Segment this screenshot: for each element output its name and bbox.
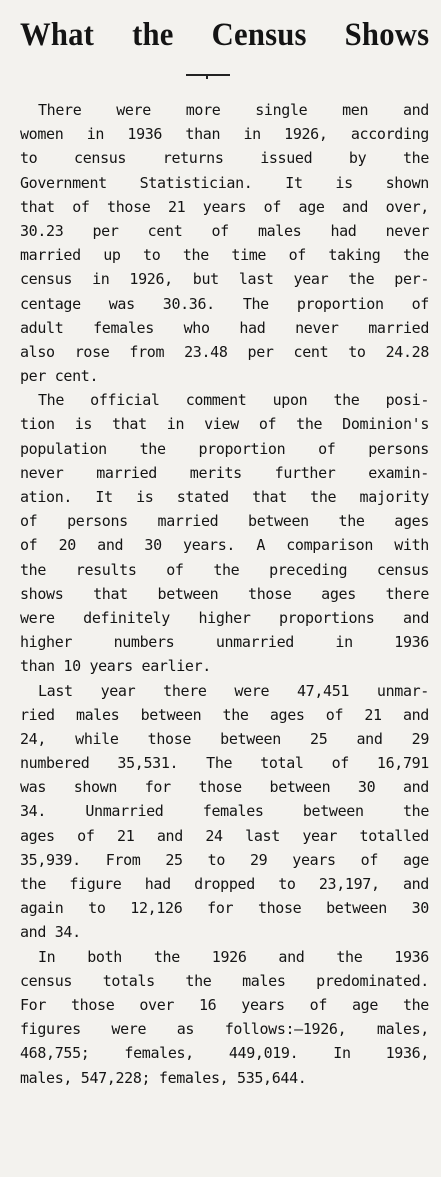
text-line: of persons married between the ages bbox=[20, 512, 429, 531]
text-line: and 34. bbox=[20, 923, 81, 942]
text-line: higher numbers unmarried in 1936 bbox=[20, 633, 429, 652]
text-line: census in 1926, but last year the per- bbox=[20, 270, 429, 289]
text-line: tion is that in view of the Dominion's bbox=[20, 415, 429, 434]
headline-divider-rule bbox=[186, 74, 230, 76]
headline: What the Census Shows bbox=[20, 17, 430, 53]
text-line: 35,939. From 25 to 29 years of age bbox=[20, 850, 429, 869]
text-line: also rose from 23.48 per cent to 24.28 bbox=[20, 342, 429, 361]
text-line: ation. It is stated that the majority bbox=[20, 488, 429, 506]
text-line: 24, while those between 25 and 29 bbox=[20, 729, 429, 748]
text-line: Government Statistician. It is shown bbox=[20, 173, 429, 192]
text-line: was shown for those between 30 and bbox=[20, 778, 429, 797]
text-line: 34. Unmarried females between the bbox=[20, 802, 429, 821]
text-line: married up to the time of taking the bbox=[20, 246, 429, 265]
text-line: the results of the preceding census bbox=[20, 560, 429, 579]
text-line: population the proportion of persons bbox=[20, 439, 429, 458]
paragraph-4 bbox=[20, 945, 429, 1090]
text-line: were definitely higher proportions and bbox=[20, 608, 429, 627]
text-line: For those over 16 years of age the bbox=[20, 995, 429, 1014]
text-line: than 10 years earlier. bbox=[20, 657, 211, 676]
text-line: again to 12,126 for those between 30 bbox=[20, 899, 429, 918]
text-line: numbered 35,531. The total of 16,791 bbox=[20, 754, 429, 773]
text-line: In both the 1926 and the 1936 bbox=[38, 947, 429, 966]
text-line: centage was 30.36. The proportion of bbox=[20, 294, 429, 313]
text-line: Last year there were 47,451 unmar- bbox=[38, 681, 429, 700]
paragraph-1 bbox=[20, 98, 429, 388]
text-line: figures were as follows:—1926, males, bbox=[20, 1020, 429, 1039]
text-line: census totals the males predominated. bbox=[20, 971, 429, 990]
text-line: women in 1936 than in 1926, according bbox=[20, 125, 429, 144]
article-body bbox=[20, 98, 429, 1090]
text-line: adult females who had never married bbox=[20, 318, 429, 337]
text-line: males, 547,228; females, 535,644. bbox=[20, 1068, 307, 1087]
text-line: The official comment upon the posi- bbox=[38, 391, 429, 410]
paragraph-3 bbox=[20, 679, 429, 945]
text-line: There were more single men and bbox=[38, 101, 429, 119]
text-line: that of those 21 years of age and over, bbox=[20, 197, 429, 216]
text-line: shows that between those ages there bbox=[20, 584, 429, 603]
text-line: to census returns issued by the bbox=[20, 149, 429, 168]
text-line: per cent. bbox=[20, 367, 99, 386]
text-line: the figure had dropped to 23,197, and bbox=[20, 875, 429, 893]
text-line: ages of 21 and 24 last year totalled bbox=[20, 826, 429, 845]
text-line: of 20 and 30 years. A comparison with bbox=[20, 536, 429, 555]
text-line: never married merits further examin- bbox=[20, 463, 429, 482]
paragraph-2 bbox=[20, 388, 429, 678]
text-line: 468,755; females, 449,019. In 1936, bbox=[20, 1044, 429, 1063]
text-line: 30.23 per cent of males had never bbox=[20, 221, 429, 240]
text-line: ried males between the ages of 21 and bbox=[20, 705, 429, 724]
